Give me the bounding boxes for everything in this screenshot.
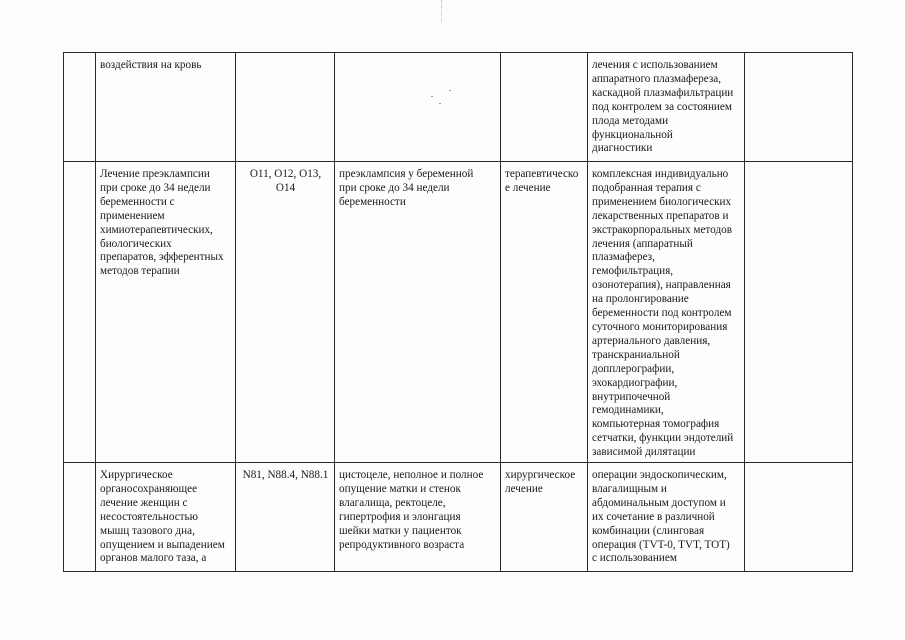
cell-text-line: аппаратного плазмафереза,	[592, 72, 722, 85]
treatment-type-cell	[501, 162, 588, 463]
cell-text-line: при сроке до 34 недели	[339, 181, 450, 194]
cost-norm-cell	[745, 463, 853, 572]
cell-text-line: плода методами	[592, 114, 669, 127]
cell-text-line: каскадной плазмафильтрации	[592, 86, 734, 99]
cell-text-line: операции эндоскопическим,	[592, 469, 727, 482]
cell-text-line: лечение женщин с	[100, 496, 188, 509]
row-number-cell	[64, 53, 96, 162]
cell-text-line: N81, N88.4, N88.1	[242, 469, 329, 482]
cost-norm-cell	[745, 53, 853, 162]
fold-mark	[441, 0, 442, 22]
cell-text-line: на пролонгирование	[592, 293, 689, 306]
cell-text-line: гемофильтрация,	[592, 265, 674, 278]
cell-text-line: O11, O12, O13,	[249, 168, 322, 180]
cell-text-line: цистоцеле, неполное и полное	[339, 469, 484, 482]
care-type-name-cell	[96, 53, 236, 162]
cell-text-line: препаратов, эфферентных	[100, 251, 224, 264]
cell-text-line: органосохраняющее	[100, 482, 198, 495]
cell-text-line: химиотерапевтических,	[100, 223, 213, 236]
icd-codes-cell	[236, 53, 335, 162]
row-number-cell	[64, 463, 96, 572]
cost-norm-cell	[745, 162, 853, 463]
cell-text-line: зависимой дилятации	[592, 446, 696, 459]
cell-text-line: комбинации (слинговая	[592, 524, 705, 537]
treatment-method-cell	[588, 53, 745, 162]
cell-text-line: е лечение	[505, 181, 551, 194]
cell-text-line: лечение	[505, 482, 543, 495]
cell-text-line: их сочетание в различной	[592, 510, 715, 523]
cell-text-line: Хирургическое	[100, 469, 173, 482]
cell-text-line: O14	[275, 181, 296, 194]
cell-text-line: комплексная индивидуально	[592, 168, 729, 180]
cell-text-line: под контролем за состоянием	[592, 100, 732, 113]
cell-text-line: диагностики	[592, 142, 653, 155]
cell-text-line: методов терапии	[100, 265, 180, 278]
care-type-name-cell	[96, 162, 236, 463]
cell-text-line: эхокардиографии,	[592, 376, 678, 389]
cell-text-line: подобранная терапия с	[592, 181, 701, 194]
cell-text-line: операция (TVT-0, TVT, TOT)	[592, 538, 730, 551]
cell-text-line: транскраниальной	[592, 348, 680, 361]
cell-text-line: допплерографии,	[592, 362, 675, 375]
cell-text-line: плазмаферез,	[592, 251, 655, 264]
cell-text-line: применением биологических	[592, 195, 732, 208]
cell-text-line: функциональной	[592, 128, 673, 141]
cell-text-line: несостоятельностью	[100, 510, 199, 523]
cell-text-line: влагалищным и	[592, 482, 667, 495]
treatment-type-cell	[501, 463, 588, 572]
cell-text-line: гемодинамики,	[592, 404, 664, 417]
care-type-name-cell	[96, 463, 236, 572]
cell-text-line: опущением и выпадением	[100, 538, 225, 551]
cell-text-line: мышц тазового дна,	[100, 524, 195, 537]
cell-text-line: Лечение преэклампсии	[100, 168, 210, 180]
cell-text-line: озонотерапия), направленная	[592, 279, 731, 292]
cell-text-line: опущение матки и стенок	[339, 482, 461, 495]
cell-text-line: терапевтическо	[505, 168, 579, 180]
cell-text-line: беременности с	[100, 195, 175, 208]
cell-text-line: суточного мониторирования	[592, 320, 728, 333]
cell-text-line: органов малого таза, а	[100, 552, 207, 565]
cell-text-line: при сроке до 34 недели	[100, 181, 211, 194]
cell-text-line: беременности под контролем	[592, 307, 732, 320]
cell-text-line: лекарственных препаратов и	[592, 209, 729, 222]
patient-model-cell	[335, 162, 501, 463]
icd-codes-cell	[236, 463, 335, 572]
cell-text-line: артериального давления,	[592, 334, 711, 347]
cell-text-line: беременности	[339, 195, 406, 208]
treatment-method-cell	[588, 463, 745, 572]
cell-text-line: с использованием	[592, 552, 677, 565]
cell-text-line: преэклампсия у беременной	[339, 168, 474, 180]
cell-text-line: применением	[100, 209, 165, 222]
cell-text-line: гипертрофия и элонгация	[339, 510, 461, 523]
cell-text-line: биологических	[100, 237, 172, 250]
medical-care-table	[63, 52, 853, 572]
cell-text-line: хирургическое	[505, 469, 576, 482]
cell-text-line: сетчатки, функции эндотелий	[592, 432, 734, 445]
cell-text-line: абдоминальным доступом и	[592, 496, 726, 509]
row-number-cell	[64, 162, 96, 463]
cell-text-line: лечения с использованием	[592, 59, 718, 71]
table-row	[64, 162, 853, 463]
cell-text-line: лечения (аппаратный	[592, 237, 693, 250]
icd-codes-cell	[236, 162, 335, 463]
cell-text-line: внутрипочечной	[592, 390, 671, 403]
cell-text-line: шейки матки у пациенток	[339, 524, 462, 537]
patient-model-cell	[335, 463, 501, 572]
cell-text-line: влагалища, ректоцеле,	[339, 496, 446, 509]
patient-model-cell	[335, 53, 501, 162]
treatment-method-cell	[588, 162, 745, 463]
cell-text-line: компьютерная томография	[592, 418, 720, 431]
treatment-type-cell	[501, 53, 588, 162]
cell-text-line: экстракорпоральных методов	[592, 223, 733, 236]
cell-text-line: репродуктивного возраста	[339, 538, 465, 551]
table-row	[64, 53, 853, 162]
cell-text-line: воздействия на кровь	[100, 59, 202, 71]
table-row	[64, 463, 853, 572]
